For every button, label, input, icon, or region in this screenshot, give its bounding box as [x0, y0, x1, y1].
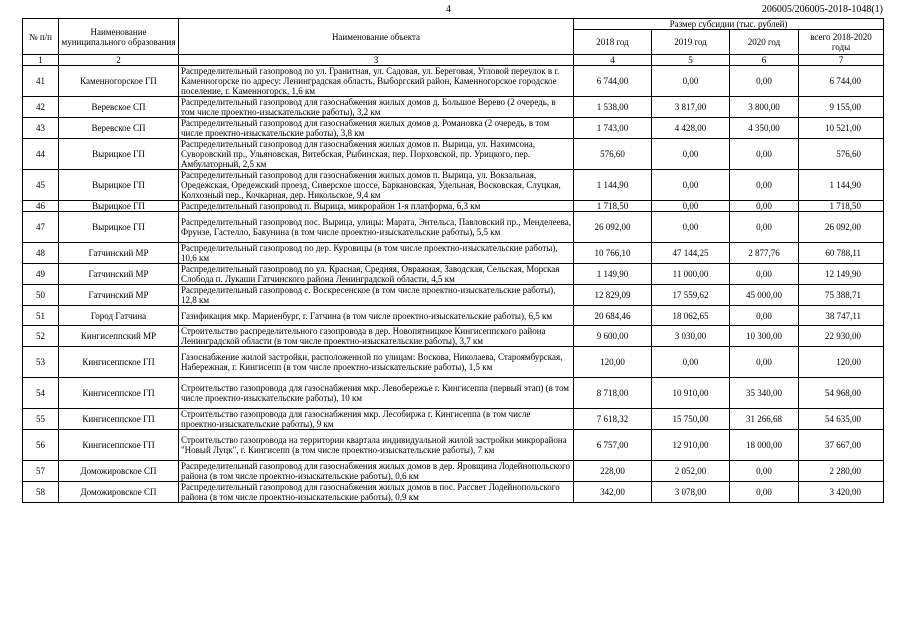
- header-object: Наименование объекта: [179, 19, 574, 55]
- table-row: [23, 482, 884, 503]
- row-number: 54: [23, 378, 59, 409]
- total-cell: 10 521,00: [799, 118, 884, 139]
- index-cell: 7: [799, 55, 884, 66]
- header-num: № п/п: [23, 19, 59, 55]
- table-row: [23, 409, 884, 430]
- object-name-cell: Газоснабжение жилой застройки, расположенной по улицам: Воскова, Николаева, Староямбурская, Набережная, г. Кингисепп (в том числе проектно-изыскательские работы), 1,5 км: [179, 347, 574, 378]
- object-name-cell: Распределительный газопровод для газоснабжения жилых домов д. Романовка (2 очередь, в том числе проектно-изыскательские работы), 3,8 км: [179, 118, 574, 139]
- value-2019-cell: 4 428,00: [652, 118, 730, 139]
- value-2020-cell: 45 000,00: [730, 285, 799, 306]
- table-row: [23, 243, 884, 264]
- table-row: [23, 326, 884, 347]
- index-cell: 3: [179, 55, 574, 66]
- header-municipality: Наименование муниципального образования: [59, 19, 179, 55]
- row-number: 51: [23, 306, 59, 326]
- object-name-cell: Распределительный газопровод с. Воскресенское (в том числе проектно-изыскательские работы), 12,8 км: [179, 285, 574, 306]
- index-row: [23, 55, 884, 66]
- row-number: 42: [23, 97, 59, 118]
- total-cell: 38 747,11: [799, 306, 884, 326]
- value-2019-cell: 3 817,00: [652, 97, 730, 118]
- row-number: 55: [23, 409, 59, 430]
- table-row: [23, 212, 884, 243]
- value-2019-cell: 0,00: [652, 201, 730, 212]
- value-2018-cell: 8 718,00: [574, 378, 652, 409]
- row-number: 49: [23, 264, 59, 285]
- object-name-cell: Строительство газопровода на территории квартала индивидуальной жилой застройки микрорайона "Новый Луцк", г. Кингисепп (в том числе проектно-изыскательские работы), 7 км: [179, 430, 574, 461]
- object-name-cell: Распределительный газопровод пос. Вырица, улицы: Марата, Энтельса, Павловский пр., Менделеева, Фрунзе, Гастелло, Бакунина (в том числе проектно-изыскательские работы), 5,5 км: [179, 212, 574, 243]
- total-cell: 120,00: [799, 347, 884, 378]
- value-2020-cell: 3 800,00: [730, 97, 799, 118]
- total-cell: 60 788,11: [799, 243, 884, 264]
- value-2018-cell: 6 744,00: [574, 66, 652, 97]
- object-name-cell: Распределительный газопровод для газоснабжения жилых домов п. Вырица, ул. Вокзальная, Оредежская, Оредежский проезд, Сиверское шоссе, Баркановская, Удельная, Восковская, Слуцкая, Колхозный пер., Кочкарная, дер. Никольское, 9,4 км: [179, 170, 574, 201]
- object-name-cell: Распределительный газопровод для газоснабжения жилых домов п. Вырица, ул. Нахимсона, Суворовский пр., Ульяновская, Витебская, Рыбинская, пер. Порховской, пр. Урицкого, пер. Амбулаторный, 2,5 км: [179, 139, 574, 170]
- value-2020-cell: 31 266,68: [730, 409, 799, 430]
- value-2018-cell: 10 766,10: [574, 243, 652, 264]
- total-cell: 75 388,71: [799, 285, 884, 306]
- value-2020-cell: 10 300,00: [730, 326, 799, 347]
- value-2018-cell: 26 092,00: [574, 212, 652, 243]
- object-name-cell: Распределительный газопровод по ул. Красная, Средняя, Овражная, Заводская, Сельская, Морская Слобода п. Лукаши Гатчинского района Ленинградской области, 4,5 км: [179, 264, 574, 285]
- municipality-cell: Вырицкое ГП: [59, 139, 179, 170]
- municipality-cell: Гатчинский МР: [59, 243, 179, 264]
- total-cell: 576,60: [799, 139, 884, 170]
- value-2018-cell: 120,00: [574, 347, 652, 378]
- municipality-cell: Кингисеппское ГП: [59, 378, 179, 409]
- value-2019-cell: 2 052,00: [652, 461, 730, 482]
- total-cell: 1 144,90: [799, 170, 884, 201]
- value-2020-cell: 18 000,00: [730, 430, 799, 461]
- municipality-cell: Веревское СП: [59, 97, 179, 118]
- value-2019-cell: 0,00: [652, 66, 730, 97]
- header-2019: 2019 год: [652, 30, 730, 55]
- value-2020-cell: 0,00: [730, 170, 799, 201]
- value-2019-cell: 0,00: [652, 170, 730, 201]
- row-number: 52: [23, 326, 59, 347]
- value-2020-cell: 0,00: [730, 264, 799, 285]
- value-2020-cell: 0,00: [730, 482, 799, 503]
- value-2020-cell: 0,00: [730, 201, 799, 212]
- table-body: [23, 66, 884, 503]
- index-cell: 2: [59, 55, 179, 66]
- table-row: [23, 170, 884, 201]
- value-2018-cell: 20 684,46: [574, 306, 652, 326]
- value-2018-cell: 1 718,50: [574, 201, 652, 212]
- object-name-cell: Распределительный газопровод для газоснабжения жилых домов в дер. Яровщина Лодейнопольского района (в том числе проектно-изыскательские работы), 0,6 км: [179, 461, 574, 482]
- municipality-cell: Гатчинский МР: [59, 264, 179, 285]
- table-row: [23, 378, 884, 409]
- value-2018-cell: 9 600,00: [574, 326, 652, 347]
- object-name-cell: Распределительный газопровод по дер. Куровицы (в том числе проектно-изыскательские работы), 10,6 км: [179, 243, 574, 264]
- value-2019-cell: 0,00: [652, 212, 730, 243]
- value-2020-cell: 0,00: [730, 347, 799, 378]
- total-cell: 9 155,00: [799, 97, 884, 118]
- total-cell: 54 635,00: [799, 409, 884, 430]
- municipality-cell: Доможировское СП: [59, 461, 179, 482]
- row-number: 57: [23, 461, 59, 482]
- value-2018-cell: 228,00: [574, 461, 652, 482]
- object-name-cell: Распределительный газопровод для газоснабжения жилых домов в пос. Рассвет Лодейнопольского района (в том числе проектно-изыскательские работы), 0,9 км: [179, 482, 574, 503]
- value-2020-cell: 0,00: [730, 66, 799, 97]
- row-number: 53: [23, 347, 59, 378]
- municipality-cell: Город Гатчина: [59, 306, 179, 326]
- total-cell: 3 420,00: [799, 482, 884, 503]
- total-cell: 1 718,50: [799, 201, 884, 212]
- object-name-cell: Распределительный газопровод по ул. Гранитная, ул. Садовая, ул. Береговая, Угловой переулок в г. Каменногорске по адресу: Ленинградская область, Выборгский район, Каменногорское городское поселение, г. Каменногорск, 1,6 км: [179, 66, 574, 97]
- header-subsidy: Размер субсидии (тыс. рублей): [574, 19, 884, 30]
- table-row: [23, 347, 884, 378]
- total-cell: 37 667,00: [799, 430, 884, 461]
- municipality-cell: Доможировское СП: [59, 482, 179, 503]
- object-name-cell: Распределительный газопровод п. Вырица, микрорайон 1-я платформа, 6,3 км: [179, 201, 574, 212]
- row-number: 43: [23, 118, 59, 139]
- row-number: 41: [23, 66, 59, 97]
- document-id: 206005/206005-2018-1048(1): [761, 4, 883, 15]
- object-name-cell: Строительство распределительного газопровода в дер. Новопятницкое Кингисеппского района Ленинградской области (в том числе проектно-изыскательские работы), 3,7 км: [179, 326, 574, 347]
- row-number: 46: [23, 201, 59, 212]
- value-2019-cell: 10 910,00: [652, 378, 730, 409]
- row-number: 47: [23, 212, 59, 243]
- municipality-cell: Вырицкое ГП: [59, 212, 179, 243]
- municipality-cell: Кингисеппский МР: [59, 326, 179, 347]
- row-number: 44: [23, 139, 59, 170]
- value-2018-cell: 6 757,00: [574, 430, 652, 461]
- row-number: 50: [23, 285, 59, 306]
- page-number: 4: [446, 4, 451, 15]
- total-cell: 54 968,00: [799, 378, 884, 409]
- table-row: [23, 201, 884, 212]
- object-name-cell: Строительство газопровода для газоснабжения мкр. Левобережье г. Кингисеппа (первый этап) (в том числе проектно-изыскательские работы), 10 км: [179, 378, 574, 409]
- table-row: [23, 264, 884, 285]
- value-2019-cell: 0,00: [652, 139, 730, 170]
- table-row: [23, 97, 884, 118]
- header-2018: 2018 год: [574, 30, 652, 55]
- value-2018-cell: 1 144,90: [574, 170, 652, 201]
- value-2018-cell: 1 538,00: [574, 97, 652, 118]
- value-2019-cell: 12 910,00: [652, 430, 730, 461]
- object-name-cell: Распределительный газопровод для газоснабжения жилых домов д. Большое Верево (2 очередь, в том числе проектно-изыскательские работы), 3,2 км: [179, 97, 574, 118]
- total-cell: 12 149,90: [799, 264, 884, 285]
- value-2018-cell: 576,60: [574, 139, 652, 170]
- table-row: [23, 139, 884, 170]
- index-cell: 6: [730, 55, 799, 66]
- municipality-cell: Каменногорское ГП: [59, 66, 179, 97]
- value-2019-cell: 3 078,00: [652, 482, 730, 503]
- header-total: всего 2018-2020 годы: [799, 30, 884, 55]
- municipality-cell: Гатчинский МР: [59, 285, 179, 306]
- value-2018-cell: 12 829,09: [574, 285, 652, 306]
- value-2018-cell: 1 149,90: [574, 264, 652, 285]
- municipality-cell: Кингисеппское ГП: [59, 347, 179, 378]
- value-2020-cell: 0,00: [730, 139, 799, 170]
- value-2019-cell: 3 030,00: [652, 326, 730, 347]
- subsidy-table: [22, 18, 884, 503]
- index-cell: 1: [23, 55, 59, 66]
- header-2020: 2020 год: [730, 30, 799, 55]
- value-2020-cell: 4 350,00: [730, 118, 799, 139]
- index-cell: 4: [574, 55, 652, 66]
- municipality-cell: Веревское СП: [59, 118, 179, 139]
- value-2019-cell: 47 144,25: [652, 243, 730, 264]
- value-2018-cell: 7 618,32: [574, 409, 652, 430]
- total-cell: 6 744,00: [799, 66, 884, 97]
- row-number: 56: [23, 430, 59, 461]
- total-cell: 2 280,00: [799, 461, 884, 482]
- total-cell: 22 930,00: [799, 326, 884, 347]
- value-2019-cell: 0,00: [652, 347, 730, 378]
- total-cell: 26 092,00: [799, 212, 884, 243]
- row-number: 58: [23, 482, 59, 503]
- municipality-cell: Кингисеппское ГП: [59, 430, 179, 461]
- table-row: [23, 430, 884, 461]
- object-name-cell: Газификация мкр. Мариенбург, г. Гатчина (в том числе проектно-изыскательские работы), 6,5 км: [179, 306, 574, 326]
- municipality-cell: Вырицкое ГП: [59, 201, 179, 212]
- value-2019-cell: 18 062,65: [652, 306, 730, 326]
- value-2020-cell: 0,00: [730, 306, 799, 326]
- value-2019-cell: 11 000,00: [652, 264, 730, 285]
- object-name-cell: Строительство газопровода для газоснабжения мкр. Лесобиржа г. Кингисеппа (в том числе проектно-изыскательские работы), 9 км: [179, 409, 574, 430]
- value-2020-cell: 35 340,00: [730, 378, 799, 409]
- table-row: [23, 285, 884, 306]
- table-row: [23, 461, 884, 482]
- row-number: 45: [23, 170, 59, 201]
- municipality-cell: Кингисеппское ГП: [59, 409, 179, 430]
- value-2020-cell: 0,00: [730, 212, 799, 243]
- value-2018-cell: 1 743,00: [574, 118, 652, 139]
- table-row: [23, 306, 884, 326]
- index-cell: 5: [652, 55, 730, 66]
- value-2019-cell: 17 559,62: [652, 285, 730, 306]
- municipality-cell: Вырицкое ГП: [59, 170, 179, 201]
- value-2020-cell: 0,00: [730, 461, 799, 482]
- table-row: [23, 66, 884, 97]
- row-number: 48: [23, 243, 59, 264]
- value-2019-cell: 15 750,00: [652, 409, 730, 430]
- table-row: [23, 118, 884, 139]
- value-2018-cell: 342,00: [574, 482, 652, 503]
- value-2020-cell: 2 877,76: [730, 243, 799, 264]
